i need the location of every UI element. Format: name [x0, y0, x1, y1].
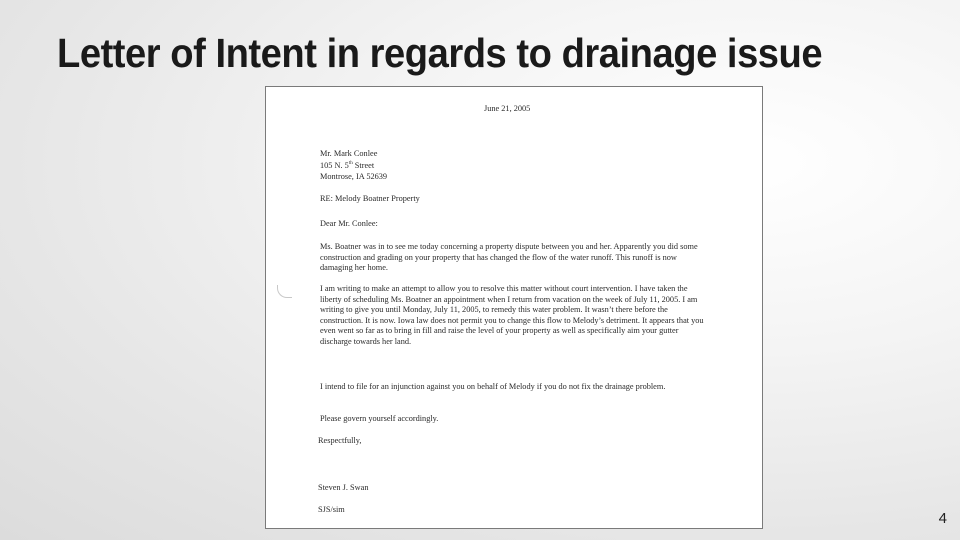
letter-closing: Respectfully,: [318, 436, 362, 445]
letter-paragraph-2: I am writing to make an attempt to allow you to resolve this matter without court intervention. I have taken the liberty of scheduling Ms. Boatner an appointment when I return from vacation on the week of July 11, 2005. I am writing to give you until Monday, July 11, 2005, to remedy this water problem. It wasn’t there before the construction. It is now. Iowa law does not permit you to change this flow to Melody’s detriment. It appears that you even went so far as to bring in fill and raise the level of your property as well as specifically aim your gutter discharge towards her land.: [320, 284, 704, 346]
letter-date: June 21, 2005: [484, 104, 531, 113]
salutation: Dear Mr. Conlee:: [320, 219, 378, 228]
signer-name: Steven J. Swan: [318, 483, 369, 492]
re-line: RE: Melody Boatner Property: [320, 194, 420, 203]
recipient-address: [320, 148, 387, 183]
letter-paragraph-3: I intend to file for an injunction against you on behalf of Melody if you do not fix the drainage problem.: [320, 382, 666, 391]
recipient-city: Montrose, IA 52639: [320, 172, 388, 181]
recipient-name: Mr. Mark Conlee: [320, 149, 378, 158]
reference-initials: SJS/sim: [318, 505, 345, 514]
page-number: 4: [938, 510, 947, 527]
recipient-street: 105 N. 5th Street: [320, 160, 375, 170]
slide-title: Letter of Intent in regards to drainage issue: [57, 30, 823, 76]
scan-artifact-mark: [277, 285, 292, 298]
letter-paragraph-4: Please govern yourself accordingly.: [320, 414, 439, 423]
letter-scan: [265, 86, 763, 529]
letter-paragraph-1: Ms. Boatner was in to see me today concerning a property dispute between you and her. Apparently you did some construction and grading on your property that has changed the flow of the water runoff. This runoff is now damaging her home.: [320, 242, 698, 273]
